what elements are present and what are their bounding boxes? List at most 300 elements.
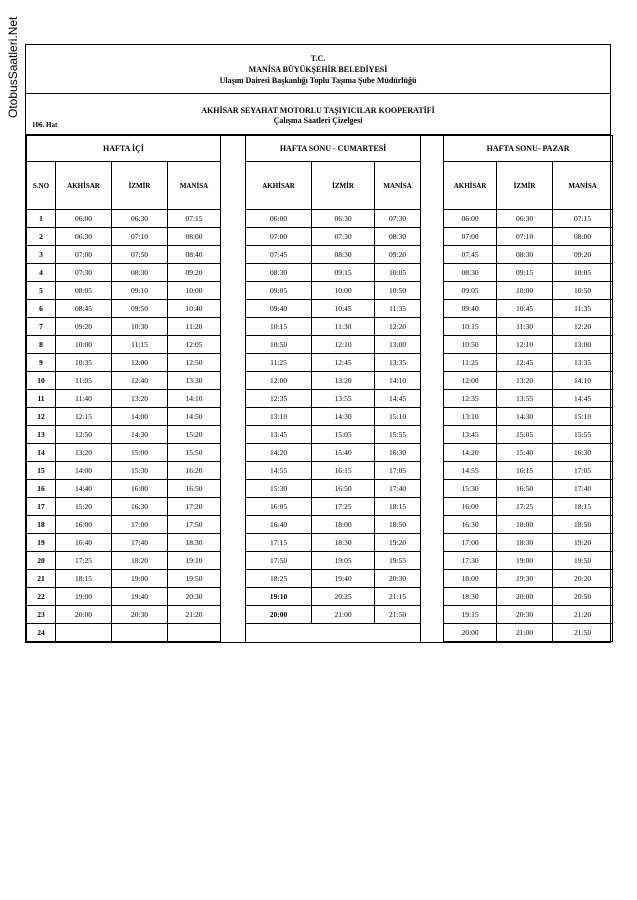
column-gap [421, 264, 444, 282]
column-gap [421, 624, 444, 642]
column-gap [421, 606, 444, 624]
time-cell: 15:30 [112, 462, 168, 480]
time-cell: 08:05 [56, 282, 112, 300]
column-gap [421, 372, 444, 390]
time-cell: 19:30 [497, 570, 553, 588]
time-cell: 13:20 [112, 390, 168, 408]
table-row [27, 336, 613, 354]
time-cell: 17:00 [444, 534, 497, 552]
section-saturday: HAFTA SONU - CUMARTESİ [246, 136, 421, 162]
time-cell: 16:20 [168, 462, 221, 480]
column-gap [421, 570, 444, 588]
time-cell: 07:30 [375, 210, 421, 228]
time-cell: 10:00 [497, 282, 553, 300]
time-cell: 17:40 [375, 480, 421, 498]
time-cell: 07:45 [444, 246, 497, 264]
header-line-tc: T.C. [310, 54, 326, 63]
time-cell: 19:20 [553, 534, 613, 552]
time-cell: 08:30 [312, 246, 375, 264]
empty-cell [246, 624, 312, 642]
column-gap [421, 354, 444, 372]
column-gap [421, 480, 444, 498]
timetable-body [27, 210, 613, 642]
column-gap [221, 480, 246, 498]
time-cell: 09:20 [168, 264, 221, 282]
column-gap [421, 408, 444, 426]
column-header-row [27, 162, 613, 210]
time-cell: 20:20 [553, 570, 613, 588]
time-cell: 15:50 [168, 444, 221, 462]
time-cell: 09:15 [312, 264, 375, 282]
time-cell: 15:05 [497, 426, 553, 444]
time-cell: 21:00 [312, 606, 375, 624]
schedule-title: Çalışma Saatleri Çizelgesi [273, 116, 363, 125]
time-cell: 11:40 [56, 390, 112, 408]
time-cell: 15:55 [375, 426, 421, 444]
column-gap [221, 264, 246, 282]
time-cell: 13:20 [312, 372, 375, 390]
time-cell: 21:20 [168, 606, 221, 624]
column-gap [421, 552, 444, 570]
time-cell: 09:20 [375, 246, 421, 264]
column-gap [221, 606, 246, 624]
time-cell: 10:15 [444, 318, 497, 336]
column-gap [221, 372, 246, 390]
time-cell: 06:00 [56, 210, 112, 228]
time-cell: 16:40 [246, 516, 312, 534]
time-cell: 08:30 [375, 228, 421, 246]
col-header-akhisar: AKHİSAR [246, 162, 312, 210]
time-cell: 06:30 [56, 228, 112, 246]
time-cell: 18:15 [56, 570, 112, 588]
time-cell: 14:20 [246, 444, 312, 462]
time-cell: 12:10 [312, 336, 375, 354]
row-number: 1 [27, 210, 56, 228]
column-gap [421, 162, 444, 210]
time-cell: 21:50 [553, 624, 613, 642]
empty-cell [312, 624, 375, 642]
time-cell: 19:40 [312, 570, 375, 588]
row-number: 14 [27, 444, 56, 462]
column-gap [421, 228, 444, 246]
time-cell: 15:30 [444, 480, 497, 498]
time-cell: 14:30 [497, 408, 553, 426]
time-cell [56, 624, 112, 642]
time-cell: 10:50 [246, 336, 312, 354]
column-gap [221, 228, 246, 246]
time-cell: 11:15 [112, 336, 168, 354]
time-cell: 12:40 [112, 372, 168, 390]
table-row [27, 372, 613, 390]
time-cell: 06:30 [497, 210, 553, 228]
time-cell: 13:45 [246, 426, 312, 444]
row-number: 2 [27, 228, 56, 246]
table-row [27, 480, 613, 498]
time-cell: 09:20 [553, 246, 613, 264]
time-cell: 08:30 [112, 264, 168, 282]
time-cell: 10:00 [56, 336, 112, 354]
time-cell: 11:20 [168, 318, 221, 336]
time-cell: 08:30 [246, 264, 312, 282]
cooperative-name: AKHİSAR SEYAHAT MOTORLU TAŞIYICILAR KOOPERATİFİ [201, 106, 435, 115]
time-cell: 12:00 [246, 372, 312, 390]
time-cell: 09:10 [112, 282, 168, 300]
time-cell: 18:15 [375, 498, 421, 516]
time-cell: 17:00 [112, 516, 168, 534]
time-cell: 16:50 [168, 480, 221, 498]
row-number: 17 [27, 498, 56, 516]
table-row [27, 444, 613, 462]
table-row [27, 246, 613, 264]
section-sunday: HAFTA SONU- PAZAR [444, 136, 613, 162]
time-cell: 12:15 [56, 408, 112, 426]
time-cell: 20:25 [312, 588, 375, 606]
time-cell: 16:50 [312, 480, 375, 498]
row-number: 16 [27, 480, 56, 498]
table-row [27, 516, 613, 534]
time-cell: 16:00 [56, 516, 112, 534]
time-cell: 12:05 [168, 336, 221, 354]
time-cell [168, 624, 221, 642]
time-cell: 14:00 [112, 408, 168, 426]
time-cell: 15:40 [312, 444, 375, 462]
time-cell: 15:20 [56, 498, 112, 516]
table-row [27, 552, 613, 570]
time-cell: 19:10 [168, 552, 221, 570]
table-row [27, 606, 613, 624]
row-number: 9 [27, 354, 56, 372]
line-number: 106. Hat [32, 121, 58, 129]
time-cell: 08:45 [56, 300, 112, 318]
row-number: 11 [27, 390, 56, 408]
time-cell: 14:10 [553, 372, 613, 390]
time-cell: 16:05 [246, 498, 312, 516]
time-cell: 17:25 [497, 498, 553, 516]
row-number: 22 [27, 588, 56, 606]
time-cell: 14:00 [56, 462, 112, 480]
time-cell: 17:50 [246, 552, 312, 570]
col-header-izmir: İZMİR [497, 162, 553, 210]
column-gap [221, 354, 246, 372]
row-number: 12 [27, 408, 56, 426]
time-cell: 16:30 [553, 444, 613, 462]
time-cell: 10:15 [246, 318, 312, 336]
time-cell: 19:00 [497, 552, 553, 570]
time-cell: 18:15 [553, 498, 613, 516]
row-number: 7 [27, 318, 56, 336]
time-cell: 06:30 [112, 210, 168, 228]
time-cell: 07:10 [497, 228, 553, 246]
table-row [27, 588, 613, 606]
time-cell: 18:30 [168, 534, 221, 552]
time-cell: 13:55 [497, 390, 553, 408]
time-cell: 19:10 [246, 588, 312, 606]
time-cell: 14:45 [553, 390, 613, 408]
time-cell: 16:30 [375, 444, 421, 462]
row-number: 10 [27, 372, 56, 390]
column-gap [221, 300, 246, 318]
time-cell: 17:25 [312, 498, 375, 516]
column-gap [421, 282, 444, 300]
time-cell: 18:30 [497, 534, 553, 552]
time-cell: 15:05 [312, 426, 375, 444]
row-number: 20 [27, 552, 56, 570]
time-cell: 08:30 [497, 246, 553, 264]
time-cell: 11:30 [497, 318, 553, 336]
time-cell: 13:00 [553, 336, 613, 354]
time-cell: 15:10 [375, 408, 421, 426]
table-row [27, 498, 613, 516]
column-gap [421, 534, 444, 552]
time-cell: 10:40 [168, 300, 221, 318]
time-cell: 12:00 [112, 354, 168, 372]
row-number: 3 [27, 246, 56, 264]
timetable [26, 135, 613, 642]
time-cell: 10:00 [168, 282, 221, 300]
time-cell: 15:20 [168, 426, 221, 444]
time-cell: 14:40 [56, 480, 112, 498]
column-gap [421, 498, 444, 516]
time-cell: 17:05 [553, 462, 613, 480]
time-cell: 20:30 [112, 606, 168, 624]
time-cell: 07:00 [56, 246, 112, 264]
column-gap [421, 444, 444, 462]
time-cell: 12:35 [246, 390, 312, 408]
time-cell: 20:00 [497, 588, 553, 606]
time-cell: 21:50 [375, 606, 421, 624]
time-cell: 11:05 [56, 372, 112, 390]
time-cell: 13:20 [497, 372, 553, 390]
time-cell: 13:00 [375, 336, 421, 354]
time-cell: 13:10 [444, 408, 497, 426]
time-cell: 06:00 [246, 210, 312, 228]
time-cell: 08:40 [168, 246, 221, 264]
time-cell: 10:00 [312, 282, 375, 300]
col-header-akhisar: AKHİSAR [56, 162, 112, 210]
time-cell: 15:40 [497, 444, 553, 462]
time-cell: 15:30 [246, 480, 312, 498]
time-cell: 17:30 [444, 552, 497, 570]
time-cell: 11:35 [553, 300, 613, 318]
row-number: 24 [27, 624, 56, 642]
time-cell: 18:00 [312, 516, 375, 534]
table-row [27, 534, 613, 552]
column-gap [421, 390, 444, 408]
time-cell: 18:30 [312, 534, 375, 552]
time-cell: 14:55 [246, 462, 312, 480]
col-header-sno: S.NO [27, 162, 56, 210]
row-number: 19 [27, 534, 56, 552]
time-cell: 12:50 [168, 354, 221, 372]
time-cell: 16:00 [444, 498, 497, 516]
time-cell: 18:30 [444, 588, 497, 606]
time-cell: 19:50 [553, 552, 613, 570]
table-row [27, 390, 613, 408]
time-cell: 20:00 [56, 606, 112, 624]
time-cell: 12:45 [312, 354, 375, 372]
column-gap [421, 246, 444, 264]
column-gap [421, 318, 444, 336]
column-gap [421, 300, 444, 318]
column-gap [421, 516, 444, 534]
time-cell: 06:00 [444, 210, 497, 228]
row-number: 18 [27, 516, 56, 534]
time-cell: 12:20 [553, 318, 613, 336]
time-cell: 20:30 [375, 570, 421, 588]
col-header-izmir: İZMİR [312, 162, 375, 210]
time-cell: 16:50 [497, 480, 553, 498]
time-cell: 08:30 [444, 264, 497, 282]
column-gap [221, 588, 246, 606]
col-header-izmir: İZMİR [112, 162, 168, 210]
row-number: 21 [27, 570, 56, 588]
column-gap [221, 624, 246, 642]
header-department: Ulaşım Dairesi Başkanlığı Toplu Taşıma Şube Müdürlüğü [219, 76, 417, 85]
section-header-row [27, 136, 613, 162]
column-gap [421, 426, 444, 444]
section-weekday: HAFTA İÇİ [27, 136, 221, 162]
table-row [27, 300, 613, 318]
column-gap [221, 336, 246, 354]
time-cell: 14:20 [444, 444, 497, 462]
time-cell: 21:00 [497, 624, 553, 642]
table-row [27, 210, 613, 228]
empty-cell [375, 624, 421, 642]
col-header-manisa: MANİSA [553, 162, 613, 210]
time-cell: 20:00 [444, 624, 497, 642]
table-row [27, 408, 613, 426]
row-number: 5 [27, 282, 56, 300]
time-cell: 15:00 [112, 444, 168, 462]
time-cell: 06:30 [312, 210, 375, 228]
table-row [27, 624, 613, 642]
column-gap [221, 390, 246, 408]
time-cell: 11:25 [246, 354, 312, 372]
time-cell: 12:35 [444, 390, 497, 408]
time-cell: 19:00 [112, 570, 168, 588]
time-cell: 10:30 [112, 318, 168, 336]
time-cell: 09:15 [497, 264, 553, 282]
time-cell: 08:00 [168, 228, 221, 246]
time-cell: 12:20 [375, 318, 421, 336]
time-cell: 16:30 [112, 498, 168, 516]
column-gap [221, 136, 246, 162]
column-gap [221, 462, 246, 480]
table-row [27, 570, 613, 588]
time-cell: 19:15 [444, 606, 497, 624]
time-cell: 20:50 [553, 588, 613, 606]
column-gap [221, 444, 246, 462]
time-cell: 10:50 [553, 282, 613, 300]
time-cell: 09:40 [444, 300, 497, 318]
time-cell: 10:45 [312, 300, 375, 318]
time-cell: 18:00 [497, 516, 553, 534]
time-cell: 18:25 [246, 570, 312, 588]
time-cell: 16:40 [56, 534, 112, 552]
time-cell: 09:50 [112, 300, 168, 318]
time-cell: 14:30 [112, 426, 168, 444]
municipality-header [26, 45, 610, 94]
time-cell: 08:00 [553, 228, 613, 246]
time-cell: 12:00 [444, 372, 497, 390]
time-cell: 07:10 [112, 228, 168, 246]
col-header-akhisar: AKHİSAR [444, 162, 497, 210]
time-cell: 15:10 [553, 408, 613, 426]
table-row [27, 282, 613, 300]
column-gap [221, 552, 246, 570]
time-cell: 07:00 [444, 228, 497, 246]
time-cell: 20:00 [246, 606, 312, 624]
time-cell: 07:30 [312, 228, 375, 246]
column-gap [421, 136, 444, 162]
table-row [27, 426, 613, 444]
col-header-manisa: MANİSA [375, 162, 421, 210]
time-cell: 17:15 [246, 534, 312, 552]
row-number: 8 [27, 336, 56, 354]
time-cell: 11:30 [312, 318, 375, 336]
time-cell: 10:05 [553, 264, 613, 282]
table-row [27, 462, 613, 480]
time-cell: 19:50 [168, 570, 221, 588]
time-cell: 09:20 [56, 318, 112, 336]
time-cell: 07:15 [553, 210, 613, 228]
row-number: 13 [27, 426, 56, 444]
time-cell: 12:45 [497, 354, 553, 372]
time-cell: 10:45 [497, 300, 553, 318]
time-cell: 07:15 [168, 210, 221, 228]
row-number: 6 [27, 300, 56, 318]
time-cell: 17:40 [553, 480, 613, 498]
time-cell: 12:50 [56, 426, 112, 444]
time-cell: 15:55 [553, 426, 613, 444]
time-cell: 17:05 [375, 462, 421, 480]
time-cell: 13:20 [56, 444, 112, 462]
time-cell: 16:15 [312, 462, 375, 480]
time-cell [112, 624, 168, 642]
time-cell: 13:30 [168, 372, 221, 390]
time-cell: 13:45 [444, 426, 497, 444]
table-row [27, 264, 613, 282]
time-cell: 18:50 [553, 516, 613, 534]
header-municipality: MANİSA BÜYÜKŞEHİR BELEDİYESİ [248, 65, 388, 74]
column-gap [421, 210, 444, 228]
time-cell: 19:05 [312, 552, 375, 570]
time-cell: 14:30 [312, 408, 375, 426]
time-cell: 10:50 [444, 336, 497, 354]
schedule-document [25, 44, 611, 643]
row-number: 23 [27, 606, 56, 624]
time-cell: 13:55 [312, 390, 375, 408]
time-cell: 14:50 [168, 408, 221, 426]
time-cell: 14:10 [168, 390, 221, 408]
time-cell: 11:35 [375, 300, 421, 318]
column-gap [421, 336, 444, 354]
time-cell: 11:25 [444, 354, 497, 372]
time-cell: 09:05 [444, 282, 497, 300]
time-cell: 10:05 [375, 264, 421, 282]
table-row [27, 354, 613, 372]
column-gap [221, 408, 246, 426]
time-cell: 12:10 [497, 336, 553, 354]
time-cell: 14:45 [375, 390, 421, 408]
time-cell: 07:45 [246, 246, 312, 264]
time-cell: 14:55 [444, 462, 497, 480]
column-gap [221, 426, 246, 444]
time-cell: 17:20 [168, 498, 221, 516]
time-cell: 10:35 [56, 354, 112, 372]
time-cell: 21:20 [553, 606, 613, 624]
row-number: 4 [27, 264, 56, 282]
